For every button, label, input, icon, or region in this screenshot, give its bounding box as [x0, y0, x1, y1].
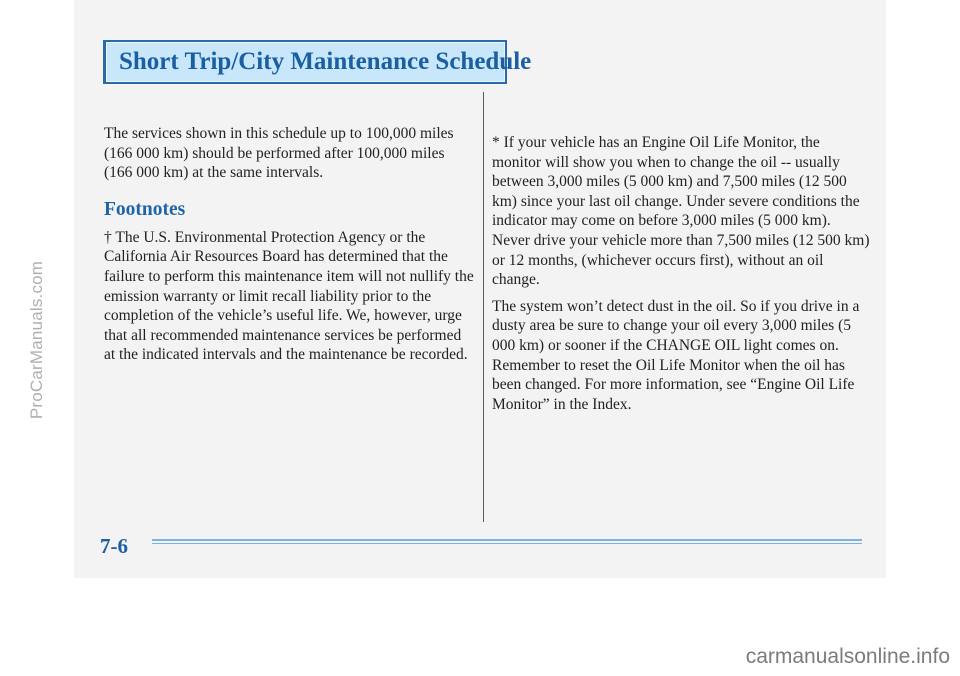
left-column	[104, 124, 476, 365]
footer-rule	[152, 539, 862, 544]
footnotes-heading: Footnotes	[104, 198, 186, 220]
page-title: Short Trip/City Maintenance Schedule	[119, 48, 532, 75]
bottom-watermark: carmanualsonline.info	[745, 645, 950, 668]
intro-paragraph: The services shown in this schedule up to 100,000 miles (166 000 km) should be performed after 100,000 miles (166 000 km) at the same intervals.	[104, 125, 454, 182]
side-watermark: ProCarManuals.com	[27, 260, 46, 420]
right-column	[492, 133, 870, 414]
page-number: 7-6	[100, 534, 128, 558]
footnote-dagger: † The U.S. Environmental Protection Agency or the California Air Resources Board has determined that the failure to perform this maintenance item will not nullify the emission warranty or limit recall liability prior to the completion of the vehicle’s useful life. We, however, urge that all recommended maintenance services be performed at the indicated intervals and the maintenance be recorded.	[104, 228, 474, 364]
column-divider	[483, 92, 484, 522]
footnote-star: * If your vehicle has an Engine Oil Life Monitor, the monitor will show you when to change the oil -- usually between 3,000 miles (5 000 km) and 7,500 miles (12 500 km) since your last oil change. Under severe conditions the indicator may come on before 3,000 miles (5 000 km). Never drive your vehicle more than 7,500 miles (12 500 km) or 12 months, (whichever occurs first), without an oil change.	[492, 134, 870, 289]
dust-note-paragraph: The system won’t detect dust in the oil. So if you drive in a dusty area be sure to change your oil every 3,000 miles (5 000 km) or sooner if the CHANGE OIL light comes on. Remember to reset the Oil Life Monitor when the oil has been changed. For more information, see “Engine Oil Life Monitor” in the Index.	[492, 297, 860, 413]
